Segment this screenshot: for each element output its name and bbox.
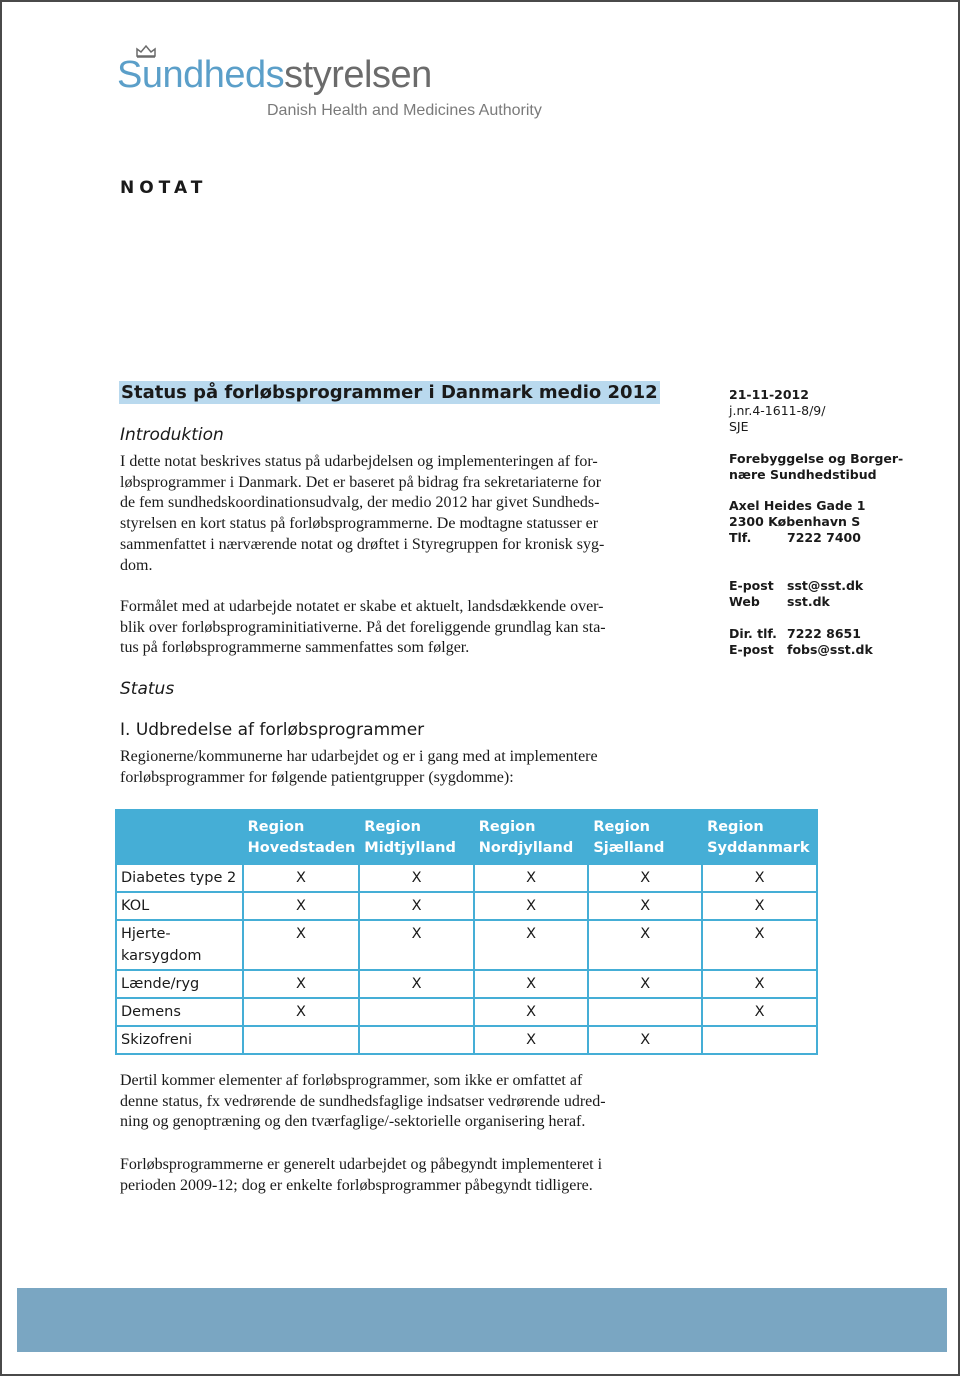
table-row <box>116 864 817 892</box>
table-cell: X <box>588 1026 702 1054</box>
table-cell: X <box>702 864 817 892</box>
closing-paragraph-2: Forløbsprogrammerne er generelt udarbejdet og påbegyndt implementeret i perioden 2009-12; dog er enkelte forløbsprogrammer påbegyndt tidligere. <box>120 1156 603 1194</box>
table-cell: X <box>474 998 589 1026</box>
table-header: Region Hovedstaden <box>243 810 360 864</box>
table-header-empty <box>116 810 243 864</box>
row-label: Lænde/ryg <box>116 970 243 998</box>
table-row <box>116 892 817 920</box>
sidebar-address <box>729 498 939 546</box>
table-header: Region Nordjylland <box>474 810 589 864</box>
table-cell: X <box>243 920 360 970</box>
logo-wordmark: Sundhedsstyrelsen <box>117 54 432 96</box>
table-row <box>116 970 817 998</box>
table-cell: X <box>588 864 702 892</box>
phone-row: Tlf. 7222 7400 <box>729 530 861 545</box>
sidebar-meta <box>729 387 939 435</box>
table-cell: X <box>359 970 473 998</box>
table-cell: X <box>474 892 589 920</box>
table-cell: X <box>243 864 360 892</box>
intro-paragraph-1: I dette notat beskrives status på udarbejdelsen og implementeringen af for- løbsprogrammer i Danmark. Det er baseret på bidrag fra sekretariaterne for de fem sundhedskoordinationsudvalg, der medio 2012 har givet Sundheds- styrelsen en kort status på forløbsprogrammerne. De modtagne statusser er sammenfattet i nærværende notat og drøftet i Styregruppen for kronisk syg- dom. <box>120 453 605 574</box>
table-header: Region Syddanmark <box>702 810 817 864</box>
journal-number: j.nr.4-1611-8/9/ <box>729 403 826 418</box>
address-line-1: Axel Heides Gade 1 <box>729 498 866 513</box>
email-link[interactable]: sst@sst.dk <box>787 578 864 593</box>
table-cell: X <box>474 864 589 892</box>
table-cell: X <box>243 892 360 920</box>
table-header-row <box>116 810 817 864</box>
table-cell: X <box>243 970 360 998</box>
web-link[interactable]: sst.dk <box>787 594 830 609</box>
sidebar-department <box>729 451 939 483</box>
table-cell: X <box>359 892 473 920</box>
sidebar-contact <box>729 578 939 610</box>
document-title: Status på forløbsprogrammer i Danmark medio 2012 <box>121 382 658 403</box>
intro-paragraph-2: Formålet med at udarbejde notatet er skabe et aktuelt, landsdækkende over- blik over forløbsprograminitiativerne. På det foreliggende grundlag kan sta- tus på forløbsprogrammerne sammenfattes som følger. <box>120 598 606 657</box>
status-paragraph: Regionerne/kommunerne har udarbejdet og er i gang med at implementere forløbsprogrammer for følgende patientgrupper (sygdomme): <box>120 748 598 786</box>
table-cell <box>588 998 702 1026</box>
table-cell <box>359 998 473 1026</box>
table-cell: X <box>588 920 702 970</box>
row-label: Diabetes type 2 <box>116 864 243 892</box>
section-heading: I. Udbredelse af forløbsprogrammer <box>120 720 425 740</box>
direct-phone-row: Dir. tlf. 7222 8651 <box>729 626 861 641</box>
web-row: Web sst.dk <box>729 594 830 609</box>
doc-date: 21-11-2012 <box>729 387 809 402</box>
table-row <box>116 1026 817 1054</box>
table-cell: X <box>702 998 817 1026</box>
email2-link[interactable]: fobs@sst.dk <box>787 642 873 657</box>
row-label: KOL <box>116 892 243 920</box>
document-type: NOTAT <box>120 178 208 198</box>
table-cell <box>243 1026 360 1054</box>
intro-heading: Introduktion <box>120 425 224 445</box>
table-cell: X <box>474 1026 589 1054</box>
table-cell: X <box>243 998 360 1026</box>
table-cell: X <box>474 920 589 970</box>
table-row <box>116 920 817 970</box>
table-header: Region Midtjylland <box>359 810 473 864</box>
table-cell <box>359 1026 473 1054</box>
logo-subtitle: Danish Health and Medicines Authority <box>267 102 542 119</box>
department-line-1: Forebyggelse og Borger- <box>729 451 904 466</box>
table-cell: X <box>359 920 473 970</box>
status-heading: Status <box>120 679 175 699</box>
table-cell: X <box>702 920 817 970</box>
table-cell: X <box>702 970 817 998</box>
programs-table <box>115 809 818 1055</box>
address-line-2: 2300 København S <box>729 514 861 529</box>
row-label: Demens <box>116 998 243 1026</box>
table-cell: X <box>702 892 817 920</box>
logo <box>117 44 542 119</box>
table-cell: X <box>588 892 702 920</box>
table-row <box>116 998 817 1026</box>
initials: SJE <box>729 419 749 434</box>
email2-row: E-post fobs@sst.dk <box>729 642 873 657</box>
row-label: Hjerte- karsygdom <box>116 920 243 970</box>
row-label: Skizofreni <box>116 1026 243 1054</box>
footer-bar <box>17 1288 947 1352</box>
closing-paragraph-1: Dertil kommer elementer af forløbsprogrammer, som ikke er omfattet af denne status, fx vedrørende de sundhedsfaglige indsatser vedrørende udred- ning og genoptræning og den tværfaglige/-sektorielle organisering heraf. <box>120 1072 606 1131</box>
email-row: E-post sst@sst.dk <box>729 578 864 593</box>
table-header: Region Sjælland <box>588 810 702 864</box>
table-cell <box>702 1026 817 1054</box>
table-cell: X <box>588 970 702 998</box>
sidebar-direct <box>729 626 939 658</box>
department-line-2: nære Sundhedstibud <box>729 467 877 482</box>
table-cell: X <box>474 970 589 998</box>
table-cell: X <box>359 864 473 892</box>
